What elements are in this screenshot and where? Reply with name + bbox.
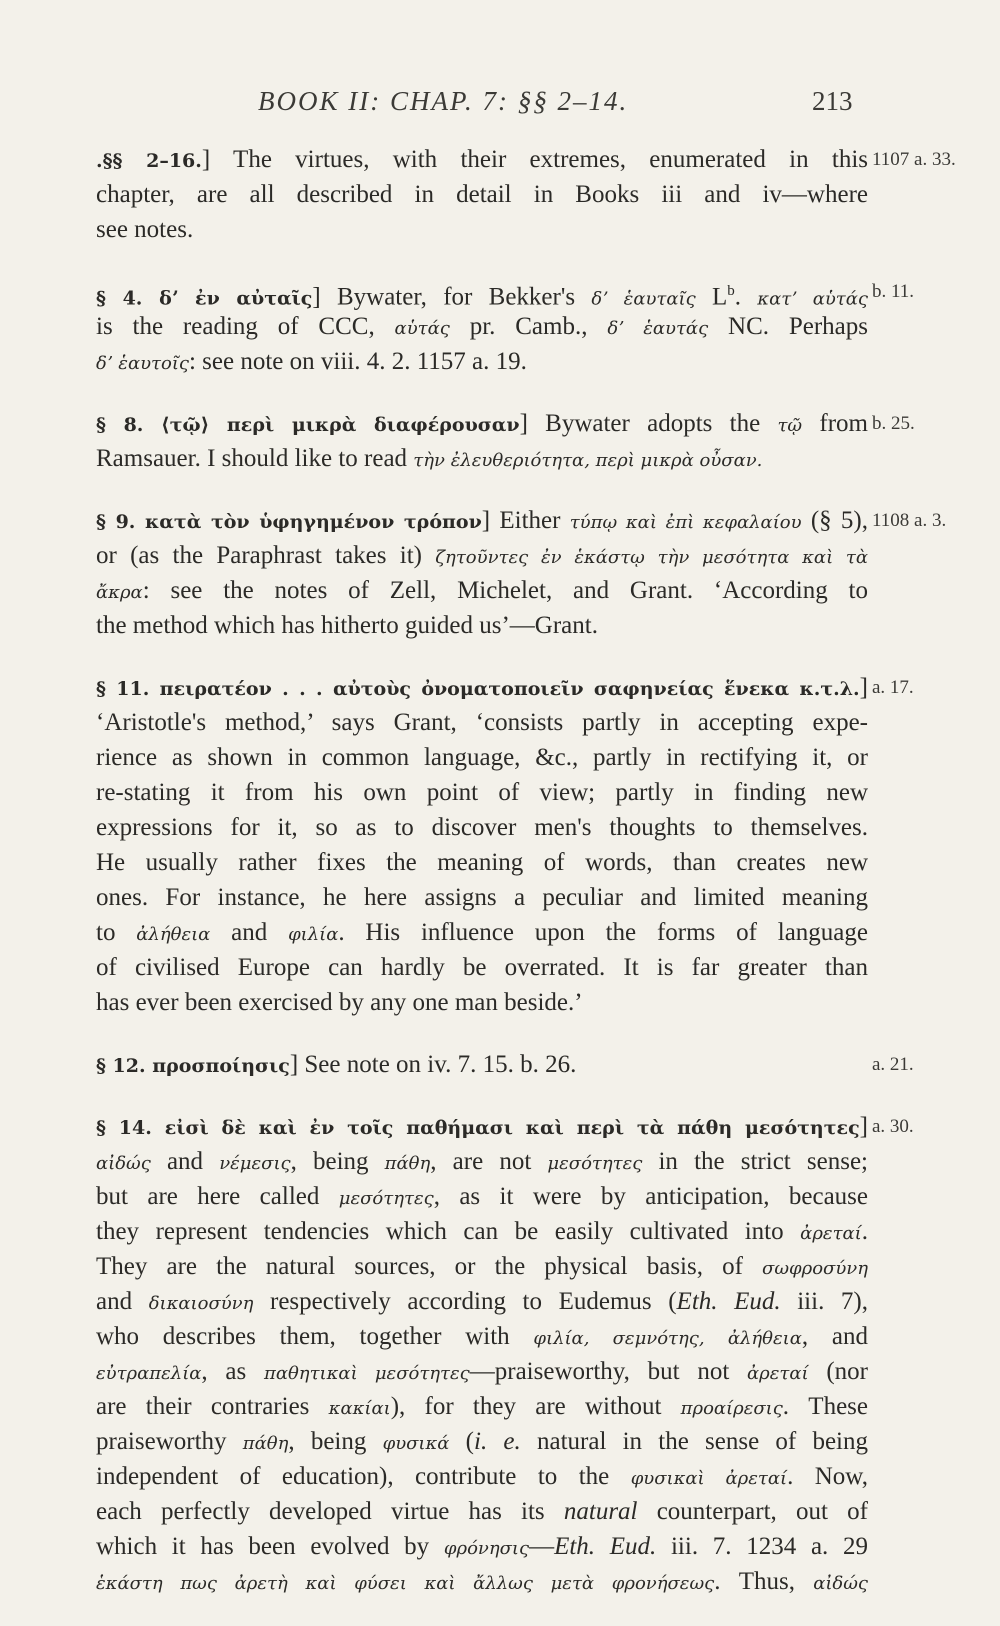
greek-text: εὐτραπελία bbox=[96, 1363, 202, 1384]
text-line bbox=[96, 309, 868, 344]
text-run: NC. Perhaps bbox=[708, 313, 869, 340]
greek-text: κατὰ τὸν ὑφηγημένον τρόπον bbox=[145, 511, 482, 533]
section-number: § 12. bbox=[96, 1055, 153, 1077]
text-run: the method which has hitherto guided us’—Grant. bbox=[96, 612, 598, 639]
text-run: ] bbox=[859, 674, 868, 701]
text-run: rience as shown in common language, &c., partly in rectifying it, or bbox=[96, 744, 868, 771]
text-line bbox=[96, 670, 914, 705]
margin-reference: 1108 a. 3. bbox=[872, 510, 947, 531]
text-line bbox=[96, 274, 915, 311]
text-run: iii. 7. 1234 a. 29 bbox=[656, 1533, 868, 1560]
text-line bbox=[96, 1047, 914, 1082]
text-line bbox=[96, 1389, 868, 1424]
text-run: each perfectly developed virtue has its bbox=[96, 1498, 564, 1525]
text-run: ), for they are without bbox=[390, 1393, 681, 1420]
text-line bbox=[96, 538, 868, 573]
commentary-note bbox=[96, 406, 915, 476]
greek-text: νέμεσις bbox=[219, 1153, 291, 1174]
text-line bbox=[96, 503, 947, 538]
text-run: in the strict sense; bbox=[642, 1148, 868, 1175]
section-number: § 8. bbox=[96, 414, 162, 436]
text-line bbox=[96, 441, 868, 476]
text-line bbox=[96, 1319, 868, 1354]
greek-text: προαίρεσις bbox=[680, 1398, 783, 1419]
text-run: is the reading of CCC, bbox=[96, 313, 395, 340]
text-line bbox=[96, 1354, 868, 1389]
text-line bbox=[96, 775, 868, 810]
text-run: : see note on viii. 4. 2. 1157 a. 19. bbox=[188, 348, 527, 375]
text-run: from bbox=[802, 410, 868, 437]
text-run: —praiseworthy, but not bbox=[469, 1358, 748, 1385]
greek-text: δʼ ἐν αὐταῖς bbox=[159, 287, 313, 310]
text-line bbox=[96, 950, 868, 985]
greek-text: κακίαι bbox=[328, 1398, 391, 1419]
greek-text: σωφροσύνη bbox=[762, 1258, 868, 1279]
text-run: and bbox=[210, 919, 289, 946]
superscript: b bbox=[727, 283, 735, 299]
text-run: (nor bbox=[808, 1358, 868, 1385]
text-run: ] Either bbox=[481, 507, 570, 534]
commentary-note bbox=[96, 1109, 914, 1599]
text-line bbox=[96, 705, 868, 740]
italic-text: Eth. Eud. bbox=[554, 1533, 657, 1560]
text-line bbox=[96, 845, 868, 880]
text-line bbox=[96, 880, 868, 915]
greek-text: ἀρεταί bbox=[800, 1223, 862, 1244]
greek-text: τύπῳ καὶ ἐπὶ κεφαλαίου bbox=[569, 512, 802, 533]
text-run: iii. 7), bbox=[780, 1288, 868, 1315]
text-line bbox=[96, 1214, 868, 1249]
text-run: counterpart, out of bbox=[637, 1498, 868, 1525]
text-line bbox=[96, 1179, 868, 1214]
greek-text: πάθη bbox=[242, 1433, 289, 1454]
commentary-note bbox=[96, 142, 956, 247]
text-line bbox=[96, 915, 868, 950]
greek-text: αἰδώς bbox=[813, 1573, 869, 1594]
text-run: , and bbox=[801, 1323, 868, 1350]
text-run: , as it were by anticipation, because bbox=[433, 1183, 868, 1210]
section-number: § 4. bbox=[96, 287, 160, 310]
text-run: which it has been evolved by bbox=[96, 1533, 444, 1560]
greek-text: τὴν ἐλευθεριότητα, περὶ μικρὰ οὖσαν. bbox=[413, 450, 763, 471]
greek-text: κατʼ αὑτάς bbox=[757, 288, 868, 310]
text-run: of civilised Europe can hardly be overrated. It is far greater than bbox=[96, 954, 868, 981]
section-number: § 11. bbox=[96, 678, 160, 700]
text-run: ] bbox=[859, 1113, 868, 1140]
greek-text: φυσικά bbox=[382, 1433, 450, 1454]
text-run: , being bbox=[290, 1148, 385, 1175]
text-run: ] Bywater, for Bekker's bbox=[312, 283, 592, 311]
greek-text: προσποίησις bbox=[152, 1055, 290, 1077]
text-run: , as bbox=[201, 1358, 264, 1385]
greek-text: φυσικαὶ ἀρεταί bbox=[630, 1468, 788, 1489]
greek-text: αὑτάς bbox=[394, 318, 450, 339]
text-run: L bbox=[695, 283, 728, 311]
commentary-note bbox=[96, 1047, 914, 1082]
text-run: They are the natural sources, or the physical basis, of bbox=[96, 1253, 763, 1280]
text-run: ‘Aristotle's method,’ says Grant, ‘consists partly in accepting expe- bbox=[96, 709, 868, 736]
text-run: has ever been exercised by any one man beside.’ bbox=[96, 989, 583, 1016]
text-line bbox=[96, 810, 868, 845]
greek-text: μεσότητες bbox=[547, 1153, 643, 1174]
text-line bbox=[96, 608, 868, 643]
margin-reference: a. 21. bbox=[872, 1054, 914, 1075]
greek-text: φρόνησις bbox=[443, 1538, 530, 1559]
text-run: respectively according to Eudemus ( bbox=[253, 1288, 677, 1315]
italic-text: natural bbox=[563, 1498, 638, 1525]
greek-text: δʼ ἑαυτοῖς bbox=[96, 353, 189, 374]
greek-text: φιλία bbox=[288, 924, 339, 945]
text-run: or (as the Paraphrast takes it) bbox=[96, 542, 436, 569]
italic-text: Eth. Eud. bbox=[676, 1288, 781, 1315]
text-run: ones. For instance, he here assigns a peculiar and limited meaning bbox=[96, 884, 868, 911]
text-run: , are not bbox=[430, 1148, 548, 1175]
text-line bbox=[96, 1424, 868, 1459]
greek-text: δικαιοσύνη bbox=[148, 1293, 254, 1314]
text-line bbox=[96, 1459, 868, 1494]
text-run: natural in the sense of being bbox=[520, 1428, 868, 1455]
greek-text: δʼ ἑαυταῖς bbox=[591, 288, 696, 310]
greek-text: παθητικαὶ μεσότητες bbox=[263, 1363, 470, 1384]
text-run: . bbox=[861, 1218, 868, 1245]
text-run: — bbox=[529, 1533, 555, 1560]
text-line bbox=[96, 406, 915, 441]
text-line bbox=[96, 344, 868, 379]
section-number: § 9. bbox=[96, 511, 146, 533]
text-run: . His influence upon the forms of language bbox=[338, 919, 868, 946]
italic-text: i. e. bbox=[474, 1428, 521, 1455]
greek-text: ἀρεταί bbox=[747, 1363, 809, 1384]
running-head: BOOK II: CHAP. 7: §§ 2–14. bbox=[258, 86, 629, 116]
notes-body bbox=[96, 142, 956, 1626]
text-run: and bbox=[150, 1148, 220, 1175]
text-run: but are here called bbox=[96, 1183, 339, 1210]
text-line bbox=[96, 573, 868, 608]
text-line bbox=[96, 985, 868, 1020]
text-line bbox=[96, 1109, 914, 1144]
greek-text: μεσότητες bbox=[338, 1188, 434, 1209]
text-run: re-stating it from his own point of view; partly in finding new bbox=[96, 779, 868, 806]
text-run: pr. Camb., bbox=[449, 313, 608, 340]
greek-text: φιλία, σεμνότης, ἀλήθεια bbox=[533, 1328, 802, 1349]
text-run: , being bbox=[288, 1428, 383, 1455]
text-run: (§ 5), bbox=[801, 507, 868, 534]
page-number: 213 bbox=[812, 86, 853, 116]
greek-text: εἰσὶ δὲ καὶ ἐν τοῖς παθήμασι καὶ περὶ τὰ πάθη μεσότητες bbox=[164, 1117, 860, 1139]
margin-reference: a. 30. bbox=[872, 1116, 914, 1137]
text-run: who describes them, together with bbox=[96, 1323, 534, 1350]
text-line bbox=[96, 1144, 868, 1179]
text-run: are their contraries bbox=[96, 1393, 329, 1420]
text-run: expressions for it, so as to discover men's thoughts to themselves. bbox=[96, 814, 868, 841]
text-line bbox=[96, 740, 868, 775]
page-header bbox=[0, 86, 1000, 126]
text-run: He usually rather fixes the meaning of words, than creates new bbox=[96, 849, 868, 876]
text-run: chapter, are all described in detail in Books iii and iv—where bbox=[96, 181, 868, 208]
text-line bbox=[96, 212, 868, 247]
section-number: .§§ 2–16. bbox=[96, 150, 202, 172]
text-line bbox=[96, 177, 868, 212]
text-run: and bbox=[96, 1288, 149, 1315]
text-line bbox=[96, 1249, 868, 1284]
text-run: see notes. bbox=[96, 216, 194, 243]
text-run: praiseworthy bbox=[96, 1428, 243, 1455]
margin-reference: a. 17. bbox=[872, 677, 914, 698]
greek-text: ἀλήθεια bbox=[136, 924, 211, 945]
commentary-note bbox=[96, 503, 947, 643]
margin-reference: b. 25. bbox=[872, 413, 915, 434]
greek-text: ⟨τῷ⟩ περὶ μικρὰ διαφέρουσαν bbox=[161, 414, 520, 436]
text-line bbox=[96, 1494, 868, 1529]
greek-text: ζητοῦντες ἐν ἑκάστῳ τὴν μεσότητα καὶ τὰ bbox=[435, 547, 869, 568]
text-run: . Thus, bbox=[714, 1568, 814, 1595]
greek-text: αἰδώς bbox=[96, 1153, 151, 1174]
commentary-note bbox=[96, 670, 914, 1020]
text-run: : see the notes of Zell, Michelet, and Grant. ‘According to bbox=[142, 577, 868, 604]
text-line bbox=[96, 1284, 868, 1319]
text-line bbox=[96, 142, 956, 177]
greek-text: ἄκρα bbox=[96, 582, 143, 603]
commentary-note bbox=[96, 274, 915, 379]
text-run: . bbox=[734, 283, 758, 311]
text-line bbox=[96, 1564, 868, 1599]
greek-text: πειρατέον . . . αὐτοὺς ὀνοματοποιεῖν σαφηνείας ἕνεκα κ.τ.λ. bbox=[159, 678, 860, 700]
text-run: they represent tendencies which can be easily cultivated into bbox=[96, 1218, 801, 1245]
margin-reference: b. 11. bbox=[872, 281, 915, 302]
text-run: ] The virtues, with their extremes, enumerated in this bbox=[201, 146, 868, 173]
text-run: . These bbox=[782, 1393, 868, 1420]
greek-text: πάθη bbox=[384, 1153, 431, 1174]
text-run: to bbox=[96, 919, 137, 946]
margin-reference: 1107 a. 33. bbox=[872, 149, 956, 170]
text-run: Ramsauer. I should like to read bbox=[96, 445, 414, 472]
section-number: § 14. bbox=[96, 1117, 165, 1139]
text-run: independent of education), contribute to the bbox=[96, 1463, 631, 1490]
text-run: . Now, bbox=[787, 1463, 868, 1490]
text-run: ] Bywater adopts the bbox=[519, 410, 778, 437]
greek-text: ἑκάστη πως ἀρετὴ καὶ φύσει καὶ ἄλλως μετὰ φρονήσεως bbox=[96, 1573, 715, 1594]
text-run: ( bbox=[449, 1428, 474, 1455]
greek-text: τῷ bbox=[777, 415, 803, 436]
greek-text: δʼ ἑαυτάς bbox=[607, 318, 709, 339]
text-run: ] See note on iv. 7. 15. b. 26. bbox=[289, 1051, 577, 1078]
